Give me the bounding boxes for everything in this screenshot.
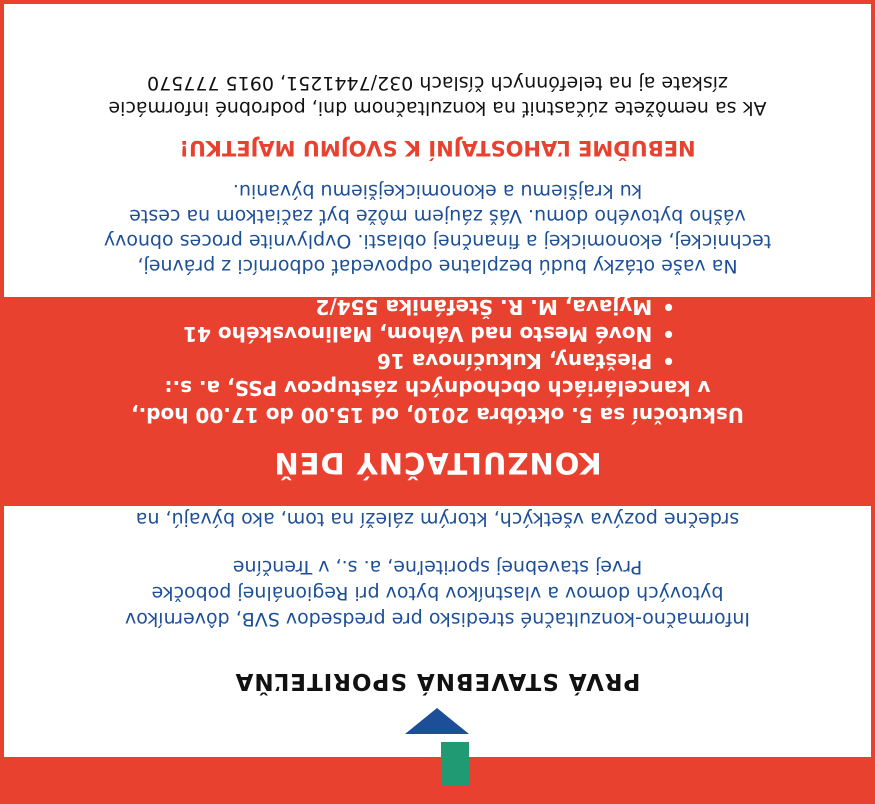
contact-line: Ak sa nemôžete zúčastniť na konzultačnom dni, podrobné informácie bbox=[108, 97, 767, 119]
intro-line: srdečne pozýva všetkých, ktorým záleží na tom, ako bývajú, na bbox=[135, 508, 740, 530]
brand-name: PRVÁ STAVEBNÁ SPORITEĽŇA bbox=[234, 668, 641, 694]
event-when: Uskutoční sa 5. októbra 2010, od 15.00 do 17.00 hod., bbox=[131, 403, 744, 427]
experts-line: vášho bytového domu. Váš záujem môže byť začiatkom na ceste bbox=[129, 205, 746, 227]
slogan: NEBUĎME ĽAHOSTAJNÍ K SVOJMU MAJETKU! bbox=[179, 136, 696, 160]
experts-line: technickej, ekonomickej a finančnej oblasti. Ovplyvnite proces obnovy bbox=[103, 230, 772, 252]
logo-red-circle bbox=[404, 757, 434, 787]
office-item: • Myjava, M. R. Štefánika 554/2 bbox=[183, 293, 675, 320]
event-details bbox=[4, 374, 871, 428]
office-list bbox=[183, 293, 675, 374]
contact-phone-line: získate aj na telefónnych číslach 032/7441251, 0915 777570 bbox=[147, 72, 728, 94]
logo-blue-triangle bbox=[405, 708, 469, 734]
event-title: KONZULTAČNÝ DEŇ bbox=[273, 446, 602, 480]
intro-line: Informačno-konzultačné stredisko pre predsedov SVB, dôverníkov bbox=[125, 608, 750, 630]
experts-line: ku krajšiemu a ekonomickejšiemu bývaniu. bbox=[232, 180, 643, 202]
office-item: • Piešťany, Kukučínova 16 bbox=[183, 347, 675, 374]
intro-paragraph bbox=[4, 506, 871, 632]
intro-line: Prvej stavebnej sporiteľne, a. s., v Trenčíne bbox=[232, 556, 643, 578]
contact-paragraph bbox=[4, 70, 871, 120]
experts-line: Na vaše otázky budú bezplatne odpovedať odborníci z právnej, bbox=[137, 255, 738, 277]
event-where: v kanceláriách obchodných zástupcov PSS, a. s.: bbox=[164, 376, 711, 400]
logo-green-block bbox=[441, 742, 469, 786]
intro-line: bytových domov a vlastníkov bytov pri Regionálnej pobočke bbox=[151, 582, 724, 604]
office-item: • Nové Mesto nad Váhom, Malinovského 41 bbox=[183, 320, 675, 347]
pss-logo-icon bbox=[397, 698, 477, 792]
experts-paragraph bbox=[4, 178, 871, 278]
